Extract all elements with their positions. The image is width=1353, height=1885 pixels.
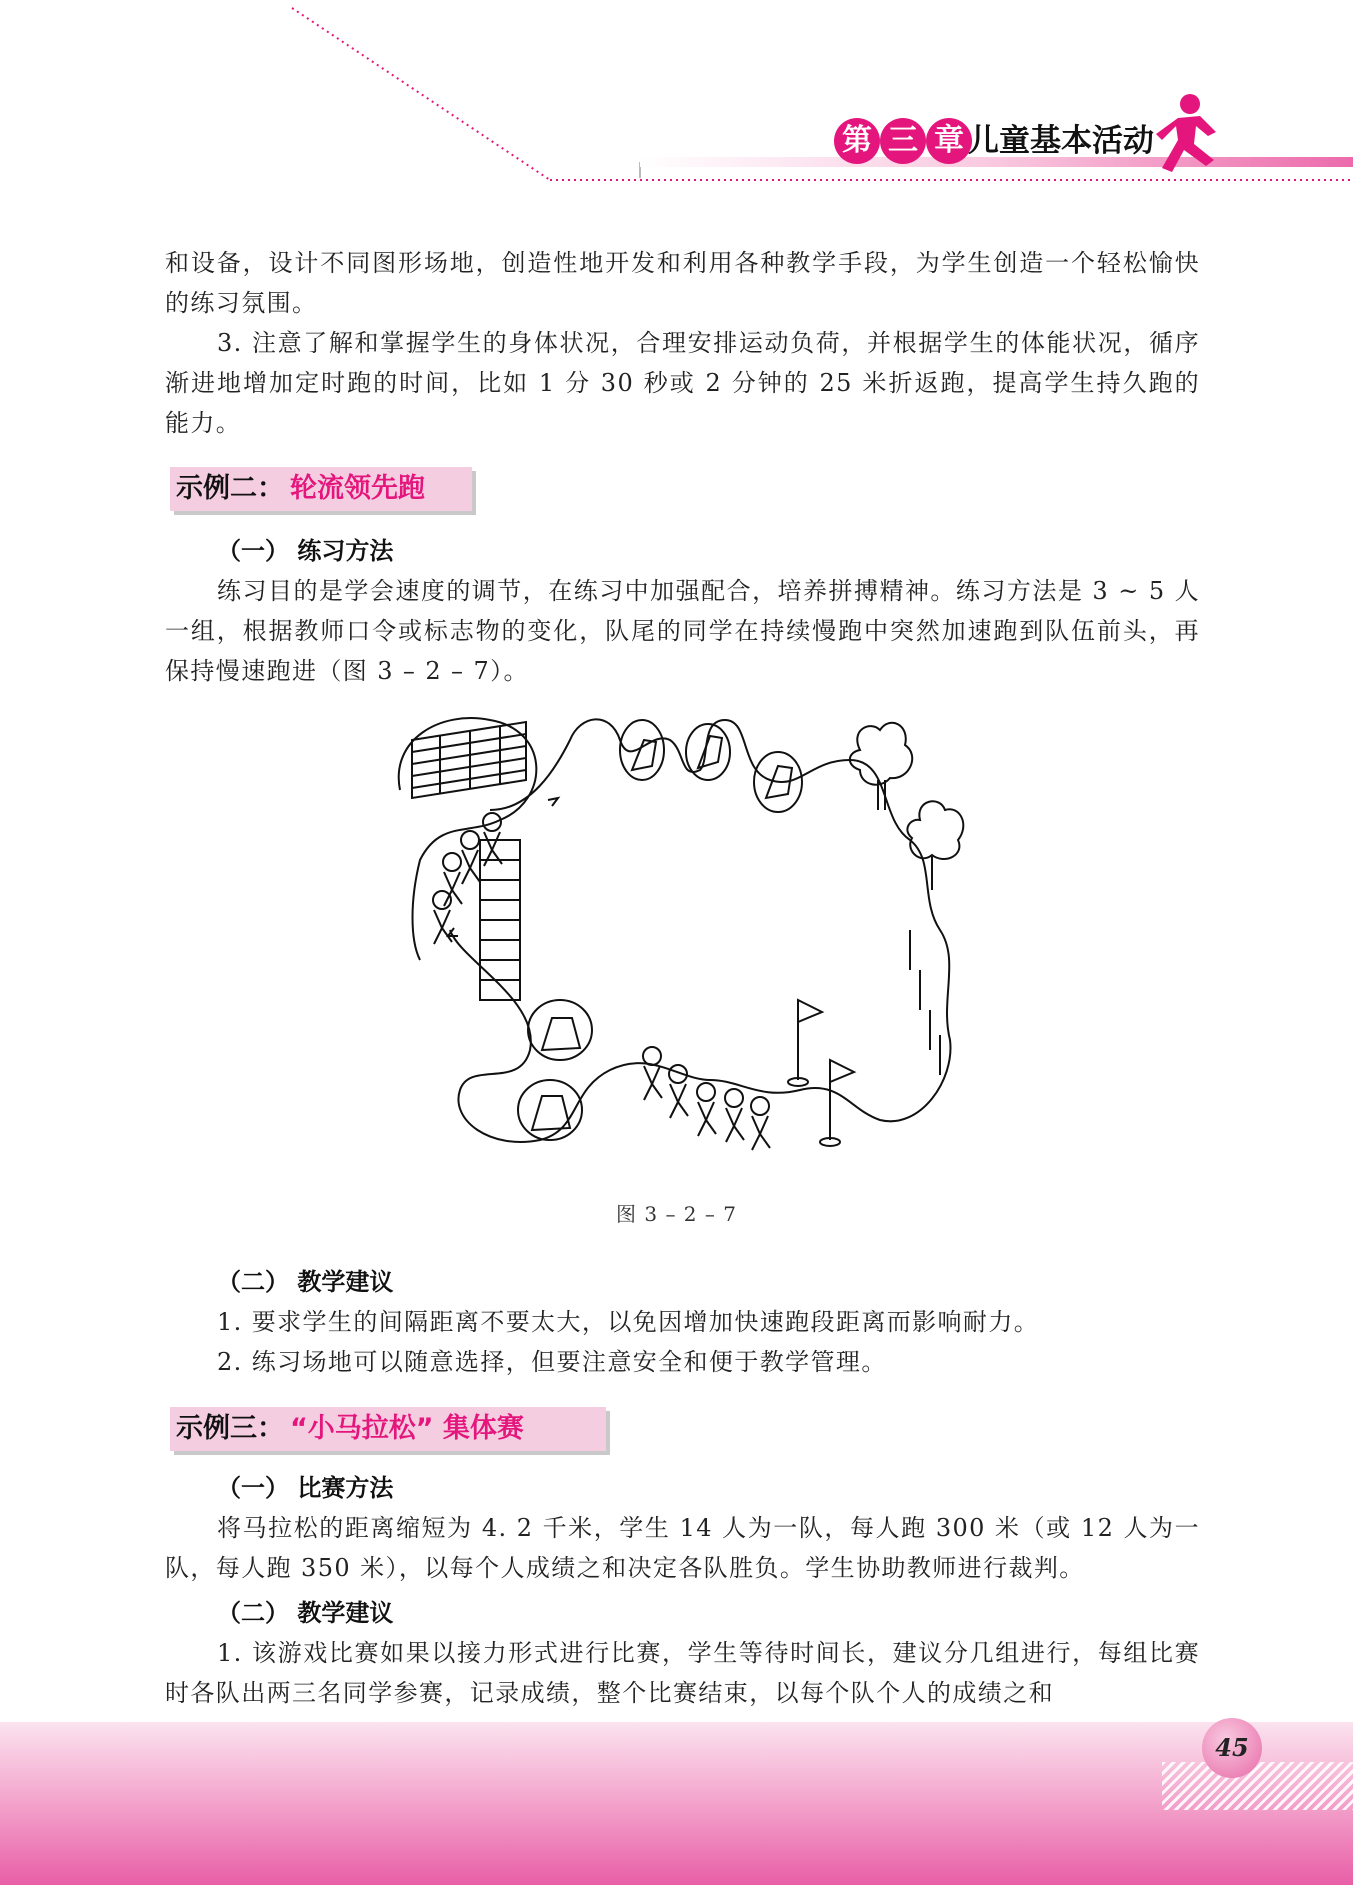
example-2-banner <box>170 467 472 511</box>
children-group-icon <box>433 813 502 944</box>
footer-band <box>0 1722 1353 1885</box>
example-2-title: 轮流领先跑 <box>290 473 425 504</box>
footer-hatch-decoration <box>1162 1762 1353 1810</box>
method-paragraph: 练习目的是学会速度的调节，在练习中加强配合，培养拼搏精神。练习方法是 3 ~ 5 人一组，根据教师口令或标志物的变化，队尾的同学在持续慢跑中突然加速跑到队伍前头，再保持慢速跑进（图 3 – 2 – 7）。 <box>165 577 1200 685</box>
advice-2-item-1: 1. 该游戏比赛如果以接力形式进行比赛，学生等待时间长，建议分几组进行，每组比赛时各队出两三名同学参赛，记录成绩，整个比赛结束，以每个队个人的成绩之和 <box>165 1639 1200 1707</box>
advice-item-2: 2. 练习场地可以随意选择，但要注意安全和便于教学管理。 <box>217 1348 887 1376</box>
section-heading-advice-2: （二） 教学建议 <box>217 1599 394 1627</box>
example-3-label: 示例三： <box>176 1413 284 1444</box>
example-2-label: 示例二： <box>176 473 284 504</box>
example-3-title: “小马拉松” 集体赛 <box>290 1413 524 1444</box>
section-heading-competition-method: （一） 比赛方法 <box>217 1474 394 1502</box>
figure-running-course <box>380 700 980 1180</box>
advice-item-1: 1. 要求学生的间隔距离不要太大，以免因增加快速跑段距离而影响耐力。 <box>217 1308 1040 1336</box>
section-heading-advice: （二） 教学建议 <box>217 1268 394 1296</box>
tree-icon <box>850 723 912 810</box>
cone-icon <box>528 1000 592 1060</box>
competition-method-paragraph: 将马拉松的距离缩短为 4. 2 千米，学生 14 人为一队，每人跑 300 米（或 12 人为一队，每人跑 350 米），以每个人成绩之和决定各队胜负。学生协助教师进行裁判。 <box>165 1514 1200 1582</box>
page-number: 45 <box>1202 1718 1262 1778</box>
example-3-banner <box>170 1407 606 1451</box>
chapter-title: 儿童基本活动 <box>968 123 1154 159</box>
chapter-char-1: 第 <box>834 118 880 164</box>
flag-icon <box>788 1000 822 1086</box>
flag-icon <box>820 1060 854 1146</box>
figure-caption: 图 3 – 2 – 7 <box>616 1202 737 1226</box>
paragraph-continuation: 和设备，设计不同图形场地，创造性地开发和利用各种教学手段，为学生创造一个轻松愉快的练习氛围。 <box>165 249 1200 317</box>
children-group-icon <box>643 1047 770 1150</box>
paragraph-item-3: 3. 注意了解和掌握学生的身体状况，合理安排运动负荷，并根据学生的体能状况，循序渐进地增加定时跑的时间，比如 1 分 30 秒或 2 分钟的 25 米折返跑，提高学生持久跑的能力。 <box>165 329 1200 437</box>
fence-icon <box>412 722 526 798</box>
chapter-char-2: 三 <box>880 118 926 164</box>
cone-icon <box>518 1080 582 1140</box>
section-heading-method: （一） 练习方法 <box>217 537 394 565</box>
chapter-char-3: 章 <box>926 118 972 164</box>
